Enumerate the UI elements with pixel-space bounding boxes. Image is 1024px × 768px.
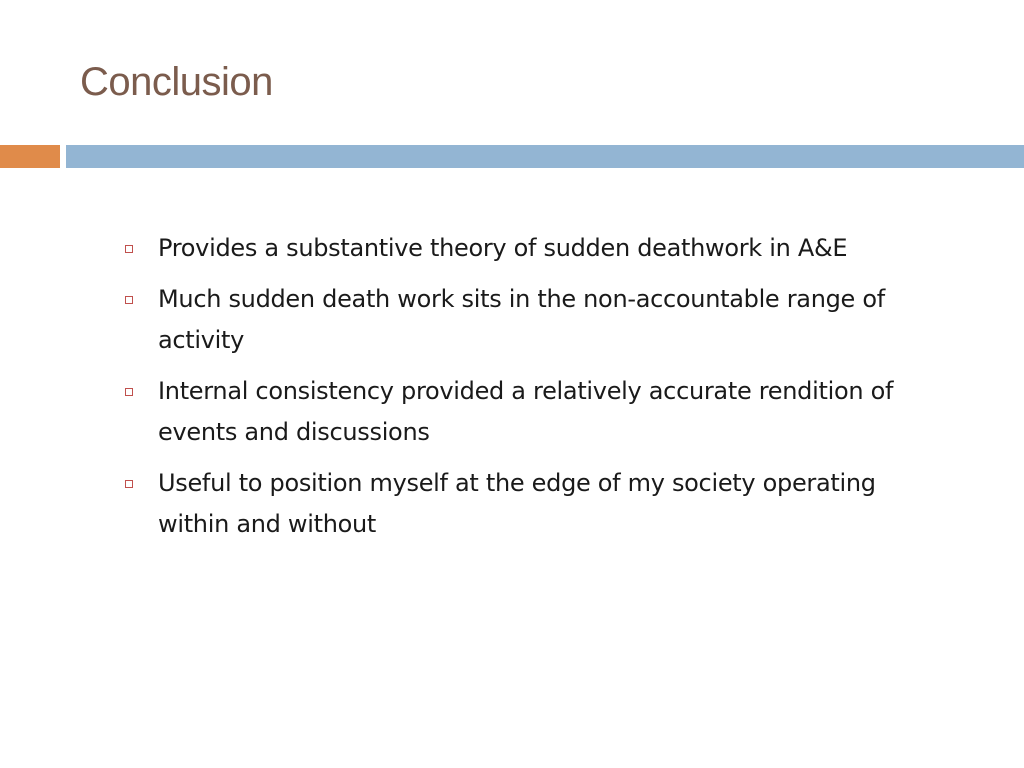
bullet-text: Useful to position myself at the edge of my society operating within and without (158, 469, 876, 538)
title-divider-bar (66, 145, 1024, 168)
title-accent-bar (0, 145, 60, 168)
slide-title: Conclusion (80, 60, 273, 104)
hollow-square-bullet-icon (125, 245, 133, 253)
bullet-item (124, 371, 904, 453)
bullet-item (124, 463, 904, 545)
bullet-text: Much sudden death work sits in the non-accountable range of activity (158, 285, 885, 354)
bullet-text: Internal consistency provided a relatively accurate rendition of events and discussions (158, 377, 894, 446)
bullet-list (124, 228, 904, 555)
bullet-item (124, 279, 904, 361)
bullet-text: Provides a substantive theory of sudden deathwork in A&E (158, 234, 848, 262)
hollow-square-bullet-icon (125, 388, 133, 396)
hollow-square-bullet-icon (125, 480, 133, 488)
hollow-square-bullet-icon (125, 296, 133, 304)
bullet-item (124, 228, 904, 269)
